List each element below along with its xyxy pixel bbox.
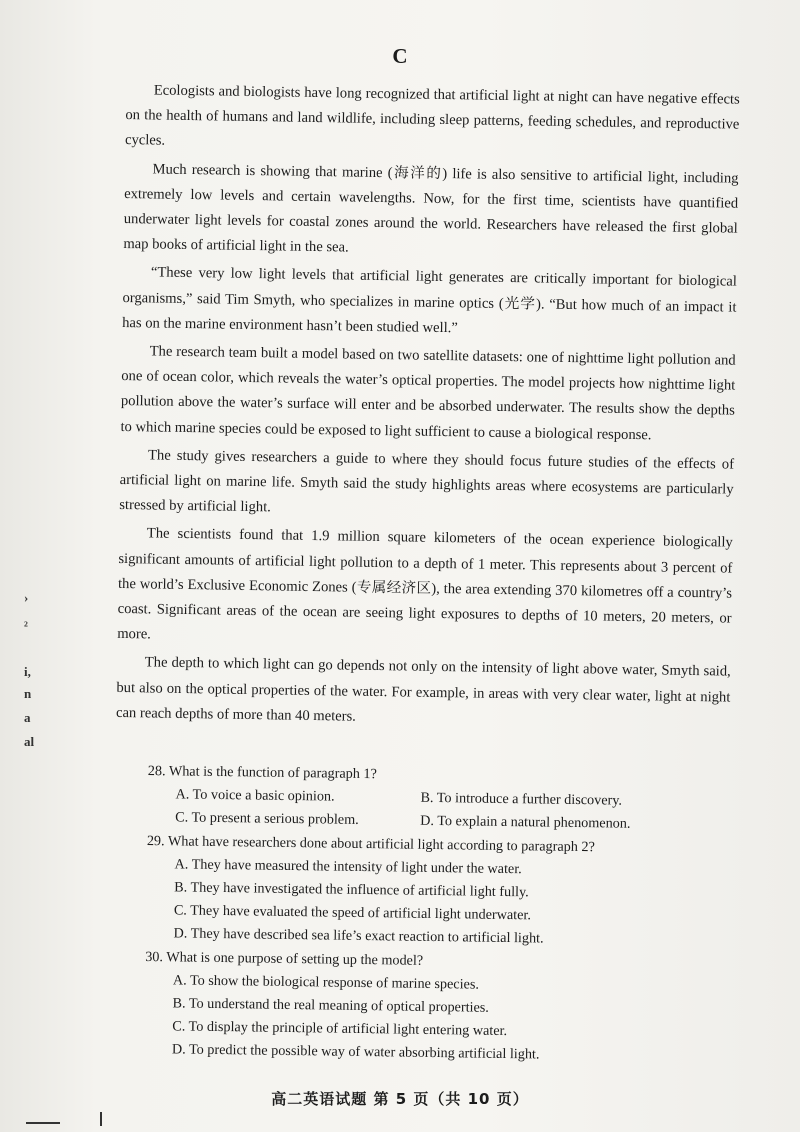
option-c: C. They have evaluated the speed of artificial light underwater. <box>173 902 532 924</box>
paragraph: The depth to which light can go depends not only on the intensity of light above water, Smyth said, but also on the optical properties of the water. For example, in areas with very clear water, light at night can reach depths of more than 40 meters. <box>115 654 731 725</box>
option-a: A. To show the biological response of marine species. <box>172 972 480 993</box>
option-d: D. They have described sea life’s exact reaction to artificial light. <box>173 925 544 947</box>
section-title: C <box>392 44 408 68</box>
margin-fragment: i, <box>24 664 31 679</box>
paragraph: “These very low light levels that artificial light generates are critically important for biological organisms,” said Tim Smyth, who specializes in marine optics (光学). “But how much of an impact it has on the marine environment hasn’t been studied well.” <box>122 264 737 337</box>
question-stem: 28. What is the function of paragraph 1? <box>147 762 377 783</box>
scan-edge-mark <box>100 1112 102 1126</box>
option-b: B. To understand the real meaning of optical properties. <box>172 995 489 1016</box>
paragraph: Much research is showing that marine (海洋的) life is also sensitive to artificial light, including extremely low levels and certain wavelengths. Now, for the first time, scientists have quantified underwater light levels for coastal zones around the world. Researchers have released the first global map books of artificial light in the sea. <box>123 161 739 256</box>
option-a: A. They have measured the intensity of light under the water. <box>174 856 522 878</box>
question-30 <box>144 946 706 1070</box>
option-grid <box>175 784 708 838</box>
margin-fragment: al <box>24 734 35 749</box>
question-28 <box>147 760 708 837</box>
margin-fragment: › <box>24 590 29 605</box>
margin-fragment: a <box>24 710 31 725</box>
option-list <box>172 969 705 1069</box>
page-footer: 高二英语试题 第 5 页（共 10 页） <box>271 1090 529 1108</box>
margin-fragment: ₂ <box>24 612 28 627</box>
paragraph: The scientists found that 1.9 million square kilometers of the ocean experience biologically significant amounts of artificial light pollution to a depth of 1 meter. This represents about 3 percent of the world’s Exclusive Economic Zones (专属经济区), the area extending 370 kilometres off a country’s coast. Significant areas of the ocean are seeing light exposures to depths of 10 meters, 20 meters, or more. <box>117 525 733 643</box>
option-list <box>173 853 706 953</box>
scan-edge-mark <box>26 1122 60 1124</box>
option-d: D. To explain a natural phenomenon. <box>420 813 631 833</box>
paragraph: The study gives researchers a guide to where they should focus future studies of the effects of artificial light on marine life. Smyth said the study highlights areas where ecosystems are particularly stressed by artificial light. <box>119 447 735 516</box>
question-29 <box>145 830 707 954</box>
margin-fragment: n <box>24 686 32 701</box>
paragraph: The research team built a model based on two satellite datasets: one of nighttime light pollution and one of ocean color, which reveals the water’s optical properties. The model projects how nighttime light pollution above the water’s surface will enter and be absorbed underwater. The results show the depths to which marine species could be exposed to light sufficient to cause a biological response. <box>120 343 736 443</box>
option-c: C. To display the principle of artificial light entering water. <box>172 1018 508 1040</box>
reading-passage <box>116 78 740 739</box>
option-b: B. To introduce a further discovery. <box>420 790 623 809</box>
option-b: B. They have investigated the influence of artificial light fully. <box>174 879 529 901</box>
question-stem: 30. What is one purpose of setting up the model? <box>145 948 424 969</box>
option-a: A. To voice a basic opinion. <box>175 786 335 805</box>
question-stem: 29. What have researchers done about artificial light according to paragraph 2? <box>146 832 595 855</box>
option-d: D. To predict the possible way of water absorbing artificial light. <box>171 1041 540 1063</box>
paragraph: Ecologists and biologists have long recognized that artificial light at night can have negative effects on the health of humans and land wildlife, including sleep patterns, feeding schedules, and reproductive cycles. <box>124 82 740 150</box>
option-c: C. To present a serious problem. <box>175 809 359 829</box>
question-list <box>144 760 708 1069</box>
